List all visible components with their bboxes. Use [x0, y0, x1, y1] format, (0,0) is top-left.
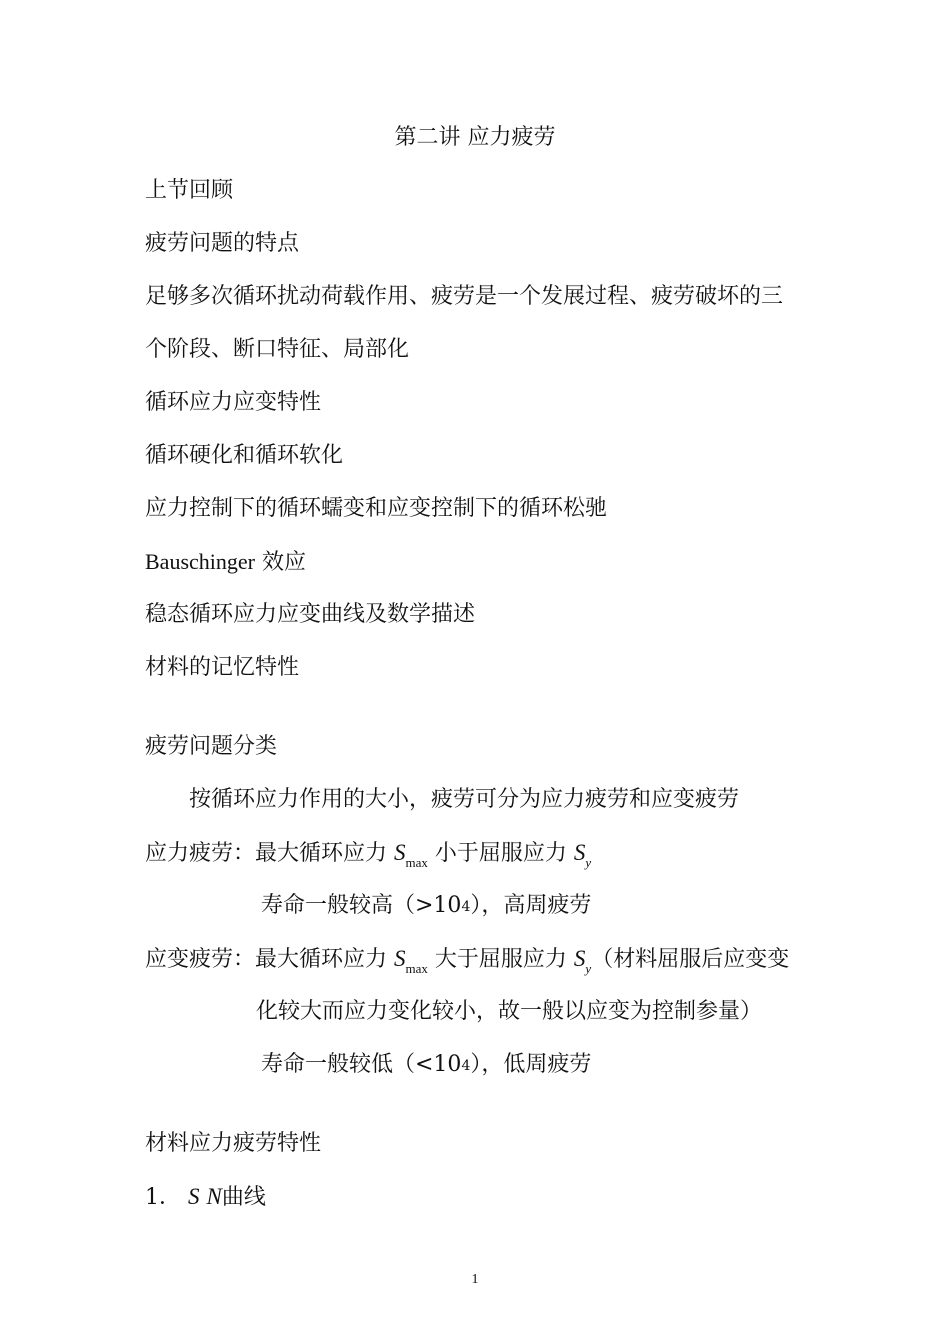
strain-fatigue-continuation: 化较大而应力变化较小，故一般以应变为控制参量） — [256, 999, 763, 1024]
page-title: 第二讲 应力疲劳 — [394, 125, 556, 150]
strain-fatigue-definition — [145, 946, 789, 975]
classification-heading: 疲劳问题分类 — [145, 734, 278, 759]
subscript-y: y — [585, 961, 592, 976]
symbol-s: S — [573, 946, 586, 971]
life-post: ），高周疲劳 — [470, 893, 592, 918]
curve-text: 曲线 — [221, 1185, 266, 1210]
review-item: 应力控制下的循环蠕变和应变控制下的循环松驰 — [145, 496, 608, 521]
symbol-s: S — [394, 840, 406, 865]
review-item: 循环硬化和循环软化 — [145, 443, 344, 468]
subscript-max: max — [405, 855, 428, 870]
life-pre: 寿命一般较高（>10 — [261, 893, 462, 918]
life-exponent: 4 — [461, 1058, 471, 1074]
review-item: 循环应力应变特性 — [145, 390, 322, 415]
sn-curve-item — [145, 1184, 266, 1211]
strain-fatigue-label: 应变疲劳：最大循环应力 — [145, 947, 388, 972]
review-item: 疲劳问题的特点 — [145, 231, 300, 256]
review-heading: 上节回顾 — [145, 178, 234, 203]
stress-fatigue-label: 应力疲劳：最大循环应力 — [145, 841, 388, 866]
symbol-n: N — [206, 1184, 222, 1209]
review-item-bauschinger — [145, 549, 306, 576]
review-item: 稳态循环应力应变曲线及数学描述 — [145, 602, 476, 627]
page-number: 1 — [471, 1272, 479, 1287]
life-pre: 寿命一般较低（<10 — [261, 1052, 462, 1077]
stress-fatigue-life — [261, 893, 591, 921]
life-post: ），低周疲劳 — [470, 1052, 592, 1077]
strain-fatigue-life — [261, 1052, 591, 1080]
effect-text: 效应 — [261, 550, 306, 575]
subscript-max: max — [405, 961, 428, 976]
symbol-s: S — [394, 946, 406, 971]
life-exponent: 4 — [461, 899, 471, 915]
symbol-s: S — [188, 1184, 200, 1209]
subscript-y: y — [585, 855, 592, 870]
strain-fatigue-mid: 大于屈服应力 — [434, 947, 567, 972]
stress-fatigue-definition — [145, 840, 591, 869]
symbol-s: S — [573, 840, 586, 865]
classification-intro: 按循环应力作用的大小，疲劳可分为应力疲劳和应变疲劳 — [189, 787, 740, 812]
properties-heading: 材料应力疲劳特性 — [145, 1131, 322, 1156]
item-number: 1． — [145, 1185, 181, 1210]
review-item: 足够多次循环扰动荷载作用、疲劳是一个发展过程、疲劳破坏的三 — [145, 284, 784, 309]
strain-fatigue-tail: （材料屈服后应变变 — [591, 947, 790, 972]
stress-fatigue-mid: 小于屈服应力 — [434, 841, 567, 866]
review-item: 个阶段、断口特征、局部化 — [145, 337, 410, 362]
review-item: 材料的记忆特性 — [145, 655, 300, 680]
bauschinger-term: Bauschinger — [145, 549, 255, 574]
